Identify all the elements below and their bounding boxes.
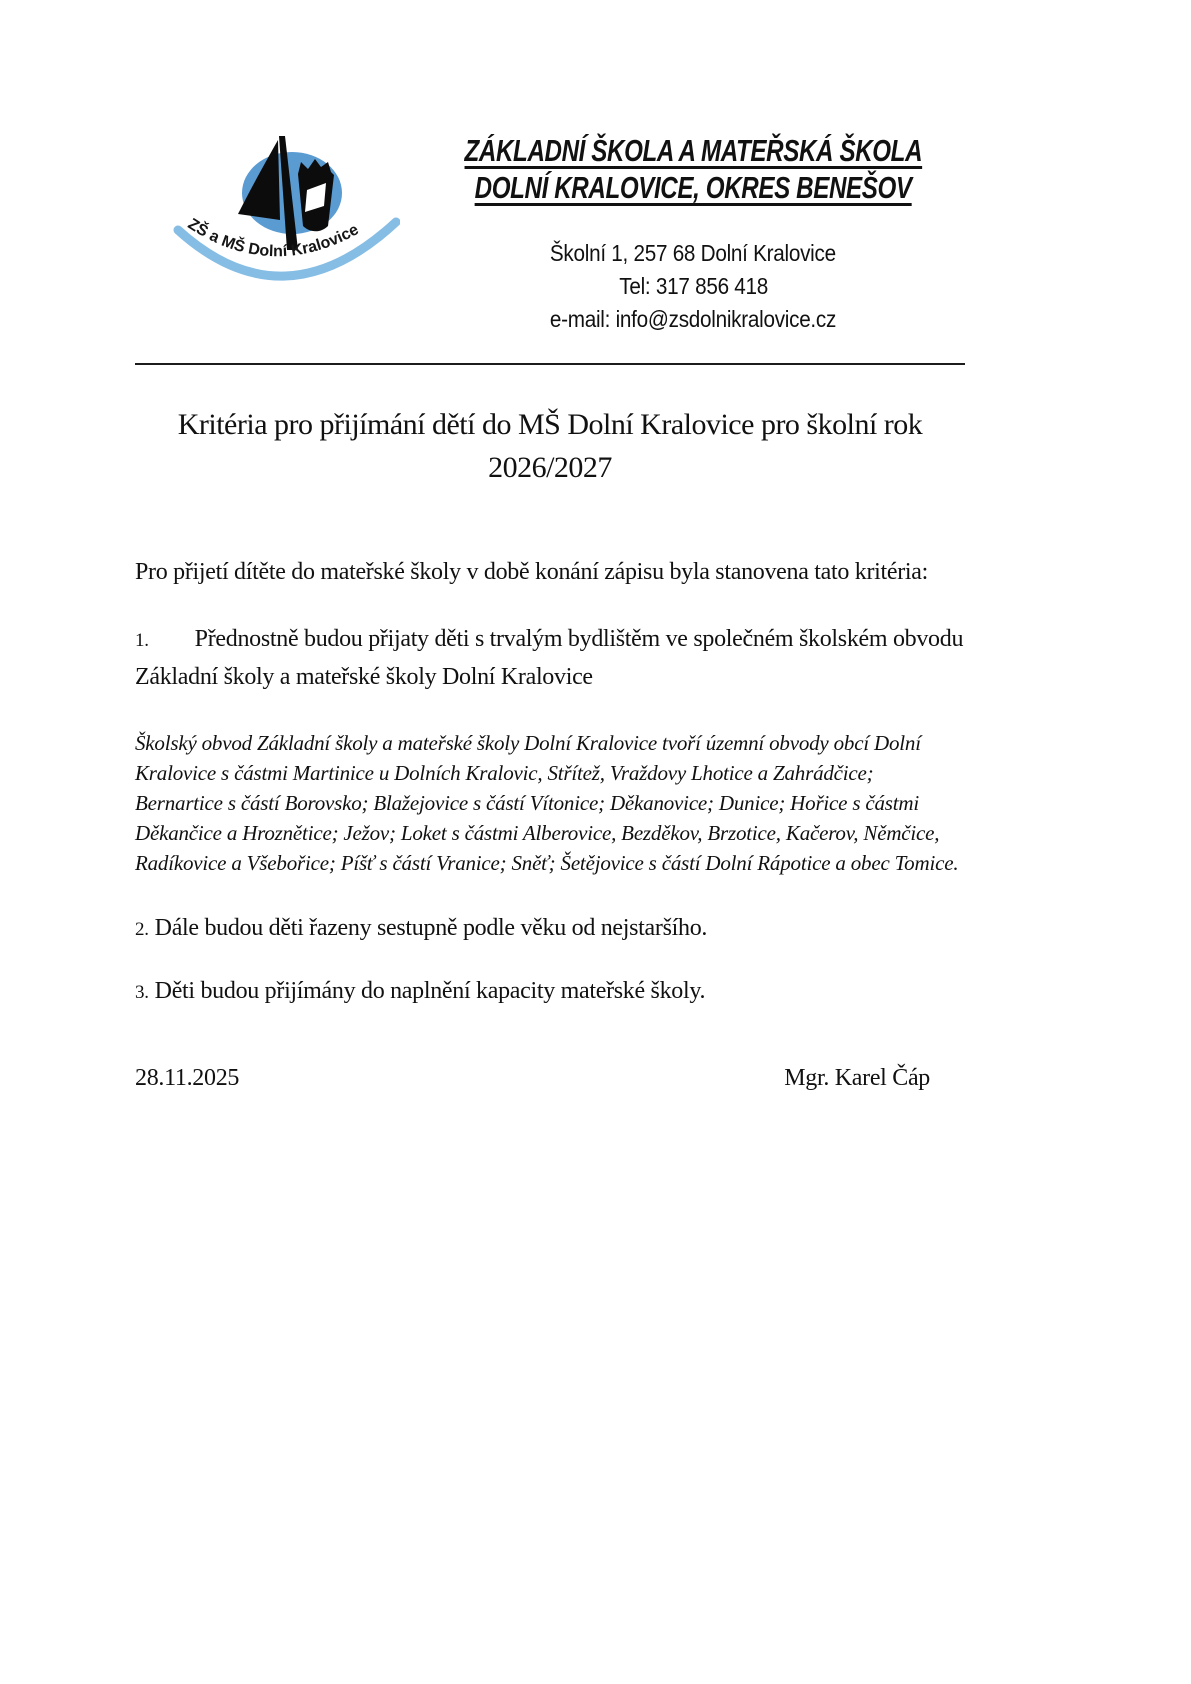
school-name-line1-text: ZÁKLADNÍ ŠKOLA A MATEŘSKÁ ŠKOLA — [464, 133, 923, 168]
header-divider — [135, 363, 965, 365]
email-line — [400, 303, 987, 336]
contact-block — [400, 237, 987, 336]
address-text: Školní 1, 257 68 Dolní Kralovice — [550, 240, 837, 266]
phone-line — [400, 270, 987, 303]
address-line — [400, 237, 987, 270]
school-name-line2 — [400, 169, 987, 206]
criterion-3-text: Děti budou přijímány do naplnění kapacity mateřské školy. — [154, 978, 706, 1004]
email-text: e-mail: info@zsdolnikralovice.cz — [550, 306, 837, 332]
phone-text: Tel: 317 856 418 — [618, 273, 768, 299]
school-name-line1 — [400, 132, 987, 169]
criterion-2 — [135, 910, 965, 948]
school-logo-image — [168, 130, 400, 282]
criterion-1-number: 1. — [135, 630, 149, 651]
signature-name: Mgr. Karel Čáp — [784, 1065, 930, 1091]
school-logo — [168, 130, 400, 282]
page-title: Kritéria pro přijímání dětí do MŠ Dolní Kralovice pro školní rok 2026/2027 — [177, 408, 923, 484]
criterion-1 — [135, 621, 965, 696]
criterion-2-number: 2. — [135, 919, 149, 940]
criterion-3 — [135, 973, 965, 1011]
criterion-2-text: Dále budou děti řazeny sestupně podle věku od nejstaršího. — [154, 915, 708, 941]
criterion-1-text: Přednostně budou přijaty děti s trvalým bydlištěm ve společném školském obvodu Základní školy a mateřské školy Dolní Kralovice — [135, 626, 964, 690]
letterhead-text — [400, 130, 987, 336]
district-note: Školský obvod Základní školy a mateřské školy Dolní Kralovice tvoří územní obvody obcí Dolní Kralovice s částmi Martinice u Dolních Kralovic, Střítež, Vraždovy Lhotice a Zahrádčice; Bernartice s částí Borovsko; Blažejovice s částí Vítonice; Děkanovice; Dunice; Hořice s částmi Děkančice a Hroznětice; Ježov; Loket s částmi Alberovice, Bezděkov, Brzotice, Kačerov, Němčice, Radíkovice a Všebořice; Píšť s částí Vranice; Sněť; Šetějovice s částí Dolní Rápotice a obec Tomice. — [135, 731, 959, 875]
intro-paragraph: Pro přijetí dítěte do mateřské školy v době konání zápisu byla stanovena tato kritéria: — [135, 559, 929, 585]
logo-sail — [238, 140, 280, 220]
letterhead — [135, 130, 965, 336]
footer — [135, 1063, 965, 1093]
document-date: 28.11.2025 — [135, 1065, 240, 1091]
criterion-3-number: 3. — [135, 982, 149, 1003]
school-name-line2-text: DOLNÍ KRALOVICE, OKRES BENEŠOV — [474, 170, 912, 205]
logo-text-path: ZŠ a MŠ Dolní Kralovice — [184, 215, 362, 261]
